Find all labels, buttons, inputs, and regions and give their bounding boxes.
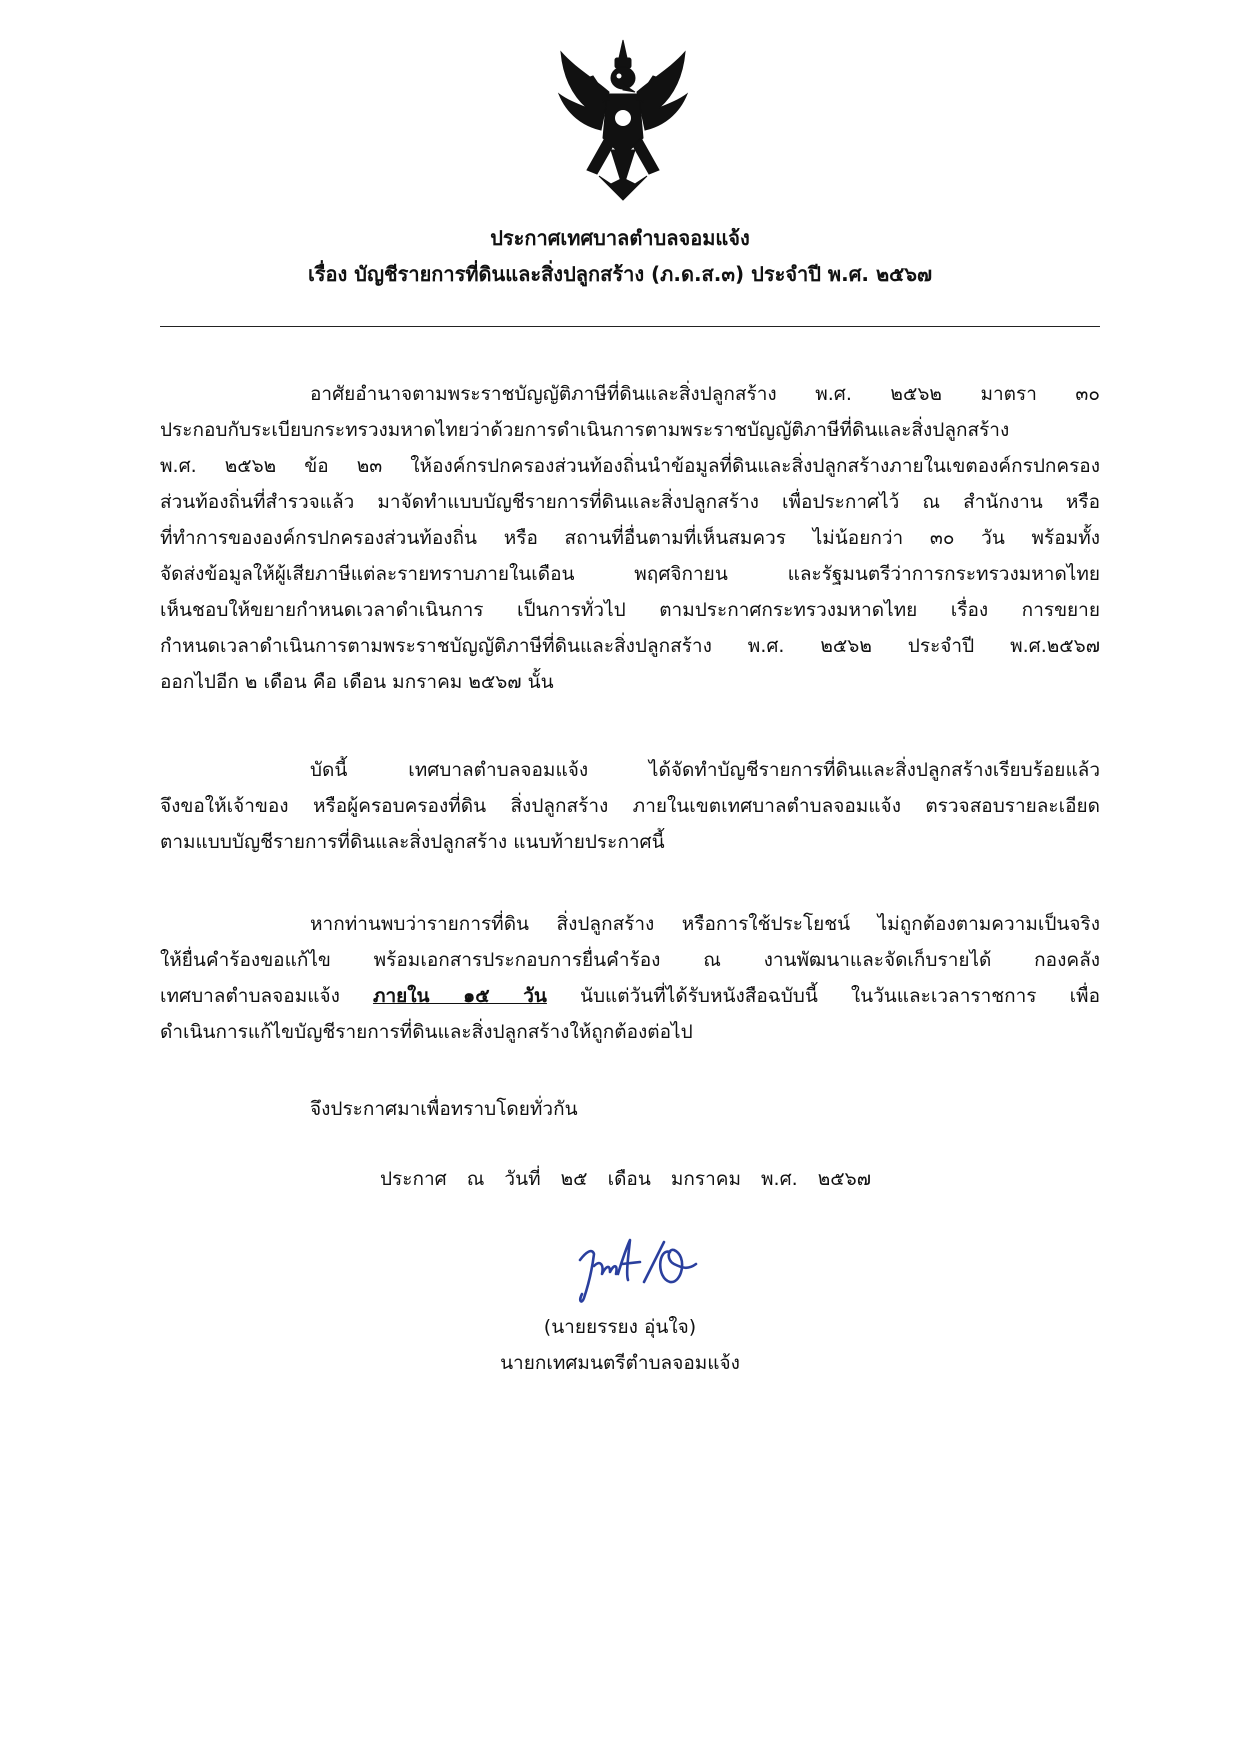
paragraph-notice (160, 752, 1100, 860)
announcement-date: ประกาศ ณ วันที่ ๒๕ เดือน มกราคม พ.ศ. ๒๕๖๗ (380, 1168, 871, 1190)
paragraph-line: ให้ยื่นคำร้องขอแก้ไข พร้อมเอกสารประกอบการยื่นคำร้อง ณ งานพัฒนาและจัดเก็บรายได้ กองคลัง (160, 949, 1100, 971)
closing-statement: จึงประกาศมาเพื่อทราบโดยทั่วกัน (310, 1098, 578, 1120)
paragraph-text: นับแต่วันที่ได้รับหนังสือฉบับนี้ ในวันและเวลาราชการ เพื่อ (546, 985, 1100, 1007)
paragraph-line (160, 978, 1100, 1014)
paragraph-line: บัดนี้ เทศบาลตำบลจอมแจ้ง ได้จัดทำบัญชีรายการที่ดินและสิ่งปลูกสร้างเรียบร้อยแล้ว (310, 759, 1100, 781)
announcement-subject: เรื่อง บัญชีรายการที่ดินและสิ่งปลูกสร้าง (ภ.ด.ส.๓) ประจำปี พ.ศ. ๒๕๖๗ (307, 262, 933, 286)
paragraph-line: อาศัยอำนาจตามพระราชบัญญัติภาษีที่ดินและสิ่งปลูกสร้าง พ.ศ. ๒๕๖๒ มาตรา ๓๐ (310, 383, 1100, 405)
paragraph-line: ดำเนินการแก้ไขบัญชีรายการที่ดินและสิ่งปลูกสร้างให้ถูกต้องต่อไป (160, 1021, 693, 1043)
deadline-emphasis: ภายใน ๑๕ วัน (372, 985, 547, 1007)
paragraph-line: ที่ทำการขององค์กรปกครองส่วนท้องถิ่น หรือ สถานที่อื่นตามที่เห็นสมควร ไม่น้อยกว่า ๓๐ วัน พร้อมทั้ง (160, 527, 1100, 549)
paragraph-line: กำหนดเวลาดำเนินการตามพระราชบัญญัติภาษีที่ดินและสิ่งปลูกสร้าง พ.ศ. ๒๕๖๒ ประจำปี พ.ศ.๒๕๖๗ (160, 635, 1100, 657)
signer-name: (นายยรรยง อุ่นใจ) (543, 1316, 697, 1338)
paragraph-text: เทศบาลตำบลจอมแจ้ง (160, 985, 373, 1007)
paragraph-line: จัดส่งข้อมูลให้ผู้เสียภาษีแต่ละรายทราบภายในเดือน พฤศจิกายน และรัฐมนตรีว่าการกระทรวงมหาดไทย (160, 563, 1100, 585)
garuda-emblem-icon (553, 38, 693, 208)
paragraph-line: ออกไปอีก ๒ เดือน คือ เดือน มกราคม ๒๕๖๗ นั้น (160, 671, 554, 693)
paragraph-legal-basis (160, 376, 1100, 700)
paragraph-correction (160, 906, 1100, 1050)
signer-position: นายกเทศมนตรีตำบลจอมแจ้ง (500, 1352, 740, 1374)
paragraph-line: พ.ศ. ๒๕๖๒ ข้อ ๒๓ ให้องค์กรปกครองส่วนท้องถิ่นนำข้อมูลที่ดินและสิ่งปลูกสร้างภายในเขตองค์กรปกครอง (160, 455, 1100, 477)
paragraph-line: ส่วนท้องถิ่นที่สำรวจแล้ว มาจัดทำแบบบัญชีรายการที่ดินและสิ่งปลูกสร้าง เพื่อประกาศไว้ ณ สำนักงาน หรือ (160, 491, 1100, 513)
announcement-title: ประกาศเทศบาลตำบลจอมแจ้ง (490, 226, 750, 250)
paragraph-line: ประกอบกับระเบียบกระทรวงมหาดไทยว่าด้วยการดำเนินการตามพระราชบัญญัติภาษีที่ดินและสิ่งปลูกสร้าง (160, 419, 1010, 441)
header-divider (160, 326, 1100, 327)
paragraph-line: ตามแบบบัญชีรายการที่ดินและสิ่งปลูกสร้าง แนบท้ายประกาศนี้ (160, 831, 665, 853)
signature-image (570, 1230, 710, 1310)
paragraph-line: เห็นชอบให้ขยายกำหนดเวลาดำเนินการ เป็นการทั่วไป ตามประกาศกระทรวงมหาดไทย เรื่อง การขยาย (160, 599, 1100, 621)
paragraph-line: จึงขอให้เจ้าของ หรือผู้ครอบครองที่ดิน สิ่งปลูกสร้าง ภายในเขตเทศบาลตำบลจอมแจ้ง ตรวจสอบรายละเอียด (160, 795, 1100, 817)
paragraph-line: หากท่านพบว่ารายการที่ดิน สิ่งปลูกสร้าง หรือการใช้ประโยชน์ ไม่ถูกต้องตามความเป็นจริง (310, 913, 1100, 935)
